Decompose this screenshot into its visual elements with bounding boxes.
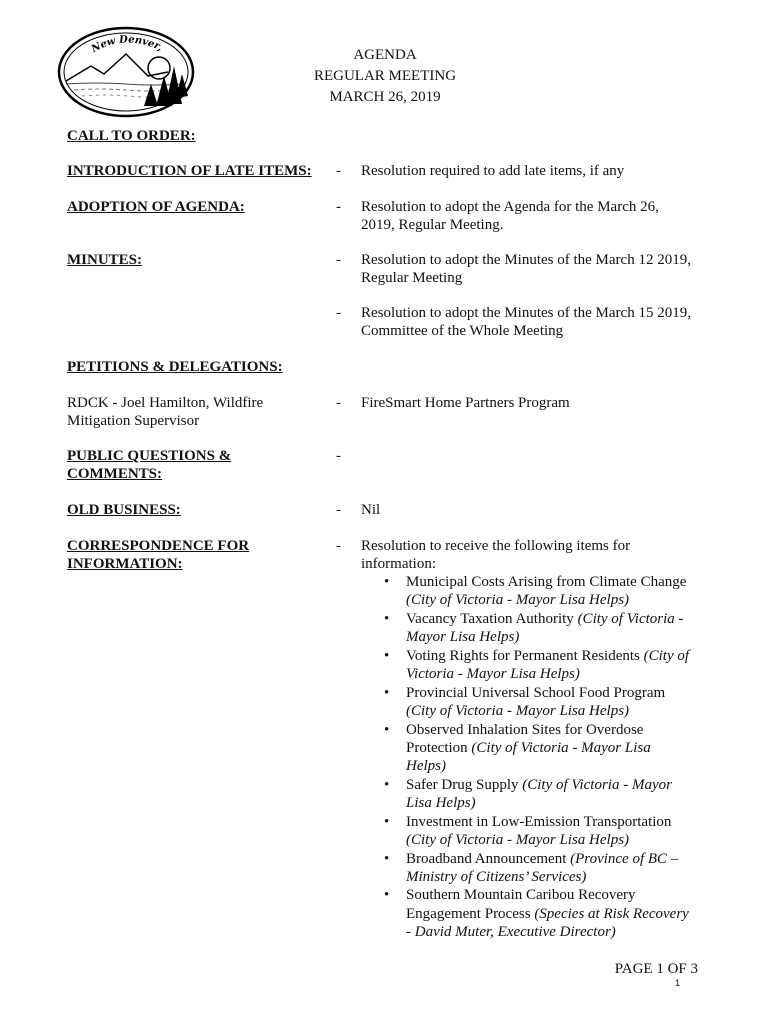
- meeting-date: MARCH 26, 2019: [329, 89, 441, 105]
- list-item: • Broadband Announcement (Province of BC – Ministry of Citizens’ Services): [380, 850, 690, 886]
- new-denver-logo: [56, 26, 196, 118]
- agenda-header: [290, 45, 480, 108]
- page-number: 1: [674, 978, 680, 988]
- petitions-dash: -: [336, 395, 341, 411]
- list-item: • Municipal Costs Arising from Climate Change (City of Victoria - Mayor Lisa Helps): [380, 573, 690, 609]
- correspondence-text: Resolution to receive the following items for information:: [361, 538, 631, 572]
- list-item: • Safer Drug Supply (City of Victoria - Mayor Lisa Helps): [380, 776, 690, 812]
- call-to-order-heading: CALL TO ORDER:: [67, 128, 196, 144]
- svg-text:New Denver, B.C.: New Denver,: [89, 34, 165, 55]
- list-item: • Investment in Low-Emission Transportation (City of Victoria - Mayor Lisa Helps): [380, 813, 690, 849]
- delegate-name: RDCK - Joel Hamilton, Wildfire Mitigation Supervisor: [67, 395, 264, 429]
- logo-emblem-icon: [56, 26, 196, 118]
- adoption-text: Resolution to adopt the Agenda for the March 26, 2019, Regular Meeting.: [361, 199, 659, 233]
- correspondence-list: [380, 573, 690, 942]
- meeting-type: REGULAR MEETING: [313, 68, 457, 84]
- minutes-heading: MINUTES:: [67, 252, 143, 268]
- correspondence-dash: -: [336, 538, 341, 554]
- old-business-heading: OLD BUSINESS:: [67, 502, 181, 518]
- list-item: • Vacancy Taxation Authority (City of Victoria - Mayor Lisa Helps): [380, 610, 690, 646]
- minutes-dash-1: -: [336, 252, 341, 268]
- adoption-dash: -: [336, 199, 341, 215]
- old-business-dash: -: [336, 502, 341, 518]
- minutes-text-2: Resolution to adopt the Minutes of the March 15 2019, Committee of the Whole Meeting: [361, 305, 691, 339]
- adoption-heading: ADOPTION OF AGENDA:: [67, 199, 245, 215]
- list-item: • Provincial Universal School Food Program (City of Victoria - Mayor Lisa Helps): [380, 684, 690, 720]
- public-questions-heading: PUBLIC QUESTIONS & COMMENTS:: [67, 448, 232, 482]
- old-business-text: Nil: [361, 502, 381, 518]
- late-items-dash: -: [336, 163, 341, 179]
- list-item: • Voting Rights for Permanent Residents (City of Victoria - Mayor Lisa Helps): [380, 647, 690, 683]
- list-item: • Observed Inhalation Sites for Overdose Protection (City of Victoria - Mayor Lisa Helps): [380, 721, 690, 776]
- petitions-heading: PETITIONS & DELEGATIONS:: [67, 359, 283, 375]
- agenda-title: AGENDA: [353, 47, 417, 63]
- correspondence-heading: CORRESPONDENCE FOR INFORMATION:: [67, 538, 250, 572]
- minutes-dash-2: -: [336, 305, 341, 321]
- late-items-heading: INTRODUCTION OF LATE ITEMS:: [67, 163, 312, 179]
- petitions-text: FireSmart Home Partners Program: [361, 395, 570, 411]
- page-indicator: PAGE 1 OF 3: [614, 961, 698, 977]
- list-item: • Southern Mountain Caribou Recovery Engagement Process (Species at Risk Recovery - David Muter, Executive Director): [380, 886, 690, 941]
- minutes-text-1: Resolution to adopt the Minutes of the March 12 2019, Regular Meeting: [361, 252, 691, 286]
- late-items-text: Resolution required to add late items, if any: [361, 163, 625, 179]
- public-questions-dash: -: [336, 448, 341, 464]
